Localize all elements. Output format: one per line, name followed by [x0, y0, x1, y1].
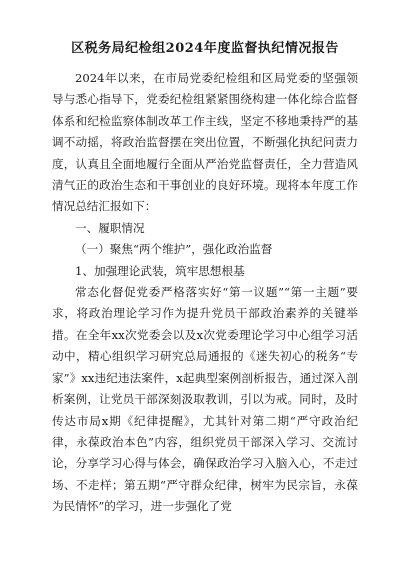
- body-paragraph: 常态化督促党委严格落实好“第一议题”“第一主题”要求，将政治理论学习作为提升党员干部政治素养的关键举措。在全年xx次党委会以及x次党委理论学习中心组学习活动中，精心组织学习研究总局通报的《迷失初心的税务“专家”》xx违纪违法案件，x起典型案例剖析报告，通过深入剖析案例，让党员干部深刻汲取教训，引以为戒。同时，及时传达市局x期《纪律提醒》，尤其针对第二期“严守政治纪律，永葆政治本色”内容，组织党员干部深入学习、交流讨论，分享学习心得与体会，确保政治学习入脑入心，不走过场、不走样；第五期“严守群众纪律，树牢为民宗旨，永葆为民情怀”的学习，进一步强化了党: [52, 285, 358, 514]
- section-heading: 一、履职情况: [75, 220, 145, 235]
- item-heading: 1、加强理论武装，筑牢思想根基: [75, 263, 245, 278]
- document-title: 区税务局纪检组2024年度监督执纪情况报告: [71, 41, 339, 56]
- subsection-heading: （一）聚焦“两个维护”，强化政治监督: [75, 242, 273, 257]
- intro-paragraph: 2024年以来，在市局党委纪检组和区局党委的坚强领导与悉心指导下，党委纪检组紧紧围绕构建一体化综合监督体系和纪检监察体制改革工作主线，坚定不移地秉持严的基调不动摇，将政治监督摆在突出位置，不断强化执纪问责力度，认真且全面地履行全面从严治党监督责任，全力营造风清气正的政治生态和干事创业的良好环境。现将本年度工作情况总结汇报如下：: [52, 71, 358, 214]
